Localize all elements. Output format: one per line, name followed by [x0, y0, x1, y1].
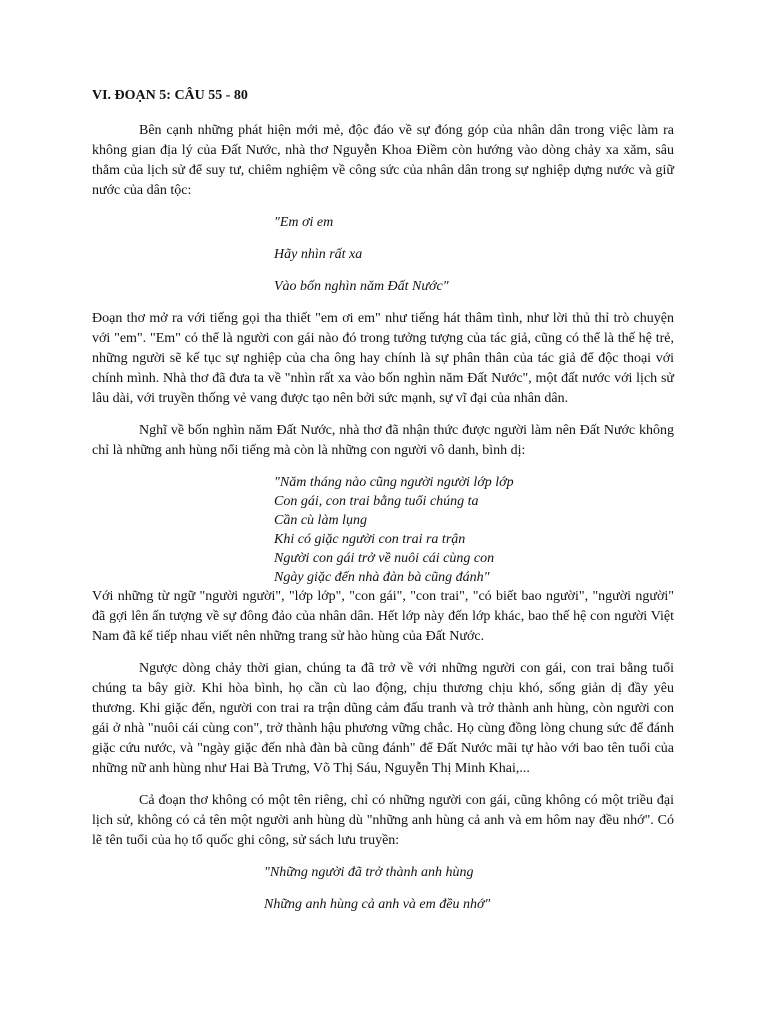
verse-block-1	[92, 213, 674, 297]
verse-line: "Năm tháng nào cũng người người lớp lớp	[274, 475, 514, 490]
paragraph-2: Đoạn thơ mở ra với tiếng gọi tha thiết "em ơi em" như tiếng hát thâm tình, như lời thủ thỉ trò chuyện với "em". "Em" có thể là người con gái nào đó trong tưởng tượng của tác giả, cũng có thể là thế hệ trẻ, những người sẽ kế tục sự nghiệp của cha ông hay chính là sự phân thân của tác giả để độc thoại với chính mình. Nhà thơ đã đưa ta về "nhìn rất xa vào bốn nghìn năm Đất Nước", một đất nước với lịch sử lâu dài, với truyền thống vẻ vang được tạo nên bởi sức mạnh, sự vĩ đại của nhân dân.	[92, 311, 674, 406]
verse-line: Con gái, con trai bằng tuổi chúng ta	[274, 494, 479, 509]
verse-line: "Em ơi em	[274, 215, 334, 230]
paragraph-4: Với những từ ngữ "người người", "lớp lớp", "con gái", "con trai", "có biết bao người", "người người" đã gợi lên ấn tượng về sự đông đảo của nhân dân. Hết lớp này đến lớp khác, bao thế hệ con người Việt Nam đã kế tiếp nhau viết nên những trang sử hào hùng của Đất Nước.	[92, 589, 674, 644]
paragraph-3: Nghĩ về bốn nghìn năm Đất Nước, nhà thơ đã nhận thức được người làm nên Đất Nước không chỉ là những anh hùng nổi tiếng mà còn là những con người vô danh, bình dị:	[92, 423, 674, 458]
verse-line: Người con gái trở về nuôi cái cùng con	[274, 551, 495, 566]
verse-line: Cần cù làm lụng	[274, 513, 367, 528]
intro-paragraph: Bên cạnh những phát hiện mới mẻ, độc đáo về sự đóng góp của nhân dân trong việc làm ra không gian địa lý của Đất Nước, nhà thơ Nguyễn Khoa Điềm còn hướng vào dòng chảy xa xăm, sâu thẳm của lịch sử để suy tư, chiêm nghiệm về công sức của nhân dân trong sự nghiệp dựng nước và giữ nước của dân tộc:	[92, 123, 674, 198]
verse-line: Hãy nhìn rất xa	[274, 247, 363, 262]
paragraph-5: Ngược dòng chảy thời gian, chúng ta đã trở về với những người con gái, con trai bằng tuổi chúng ta bây giờ. Khi hòa bình, họ cần cù lao động, chịu thương chịu khó, sống giản dị đầy yêu thương. Khi giặc đến, người con trai ra trận dũng cảm đấu tranh và trở thành anh hùng, còn người con gái ở nhà "nuôi cái cùng con", trở thành hậu phương vững chắc. Họ cùng đồng lòng chung sức để đánh giặc cứu nước, và "ngày giặc đến nhà đàn bà cũng đánh" để Đất Nước mãi tự hào với bao tên tuổi của những nữ anh hùng như Hai Bà Trưng, Võ Thị Sáu, Nguyễn Thị Minh Khai,...	[92, 661, 674, 776]
verse-line: Khi có giặc người con trai ra trận	[274, 532, 466, 547]
verse-block-2	[92, 473, 674, 587]
verse-line: "Những người đã trở thành anh hùng	[264, 865, 474, 880]
verse-block-3	[92, 863, 674, 915]
paragraph-6: Cả đoạn thơ không có một tên riêng, chỉ có những người con gái, cũng không có một triều đại lịch sử, không có cả tên một người anh hùng dù "những anh hùng cả anh và em hôm nay đều nhớ". Có lẽ tên tuổi của họ tổ quốc ghi công, sử sách lưu truyền:	[92, 793, 674, 848]
verse-line: Ngày giặc đến nhà đàn bà cũng đánh"	[274, 570, 490, 585]
section-heading: VI. ĐOẠN 5: CÂU 55 - 80	[92, 88, 248, 103]
verse-line: Những anh hùng cả anh và em đều nhớ"	[264, 897, 491, 912]
verse-line: Vào bốn nghìn năm Đất Nước"	[274, 279, 449, 294]
